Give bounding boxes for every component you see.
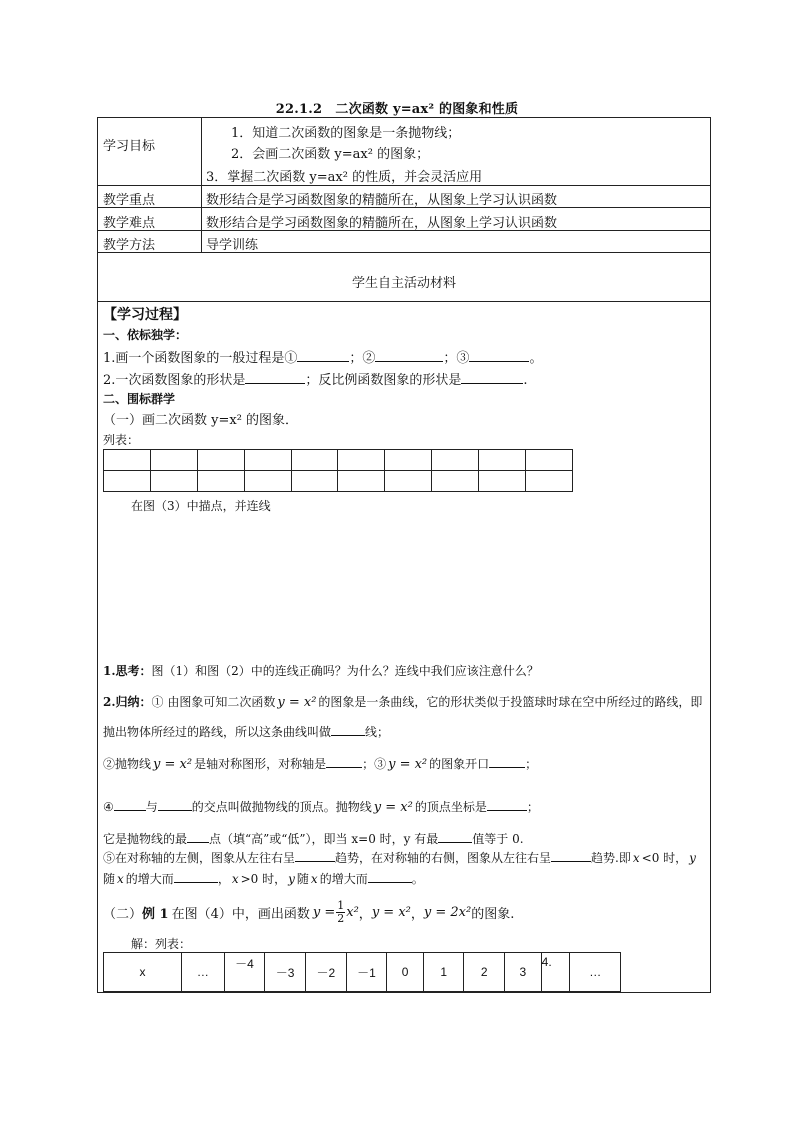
q1-blank-3[interactable] (469, 350, 529, 362)
table-cell[interactable] (479, 471, 526, 492)
goal-item-1: 1．知道二次函数的图象是一条抛物线； (231, 126, 461, 141)
sum7a: 随 (103, 872, 116, 886)
difficulty-text: 数形结合是学习函数图象的精髓所在，从图象上学习认识函数 (206, 216, 558, 231)
table-cell: －2 (305, 953, 346, 992)
var-y: y (689, 851, 696, 865)
table-cell: －4 (224, 953, 265, 992)
sub2a: （二） (103, 907, 143, 922)
sum4a: ④ (103, 800, 114, 814)
part2-heading: 二、围标群学 (103, 392, 176, 406)
sum5-blank-2[interactable] (438, 831, 472, 843)
sub2b: 在图（4）中，画出函数 (171, 907, 310, 922)
sum6d: <0 时， (641, 851, 688, 865)
sum4b: 与 (145, 800, 158, 814)
process-heading: 【学习过程】 (103, 307, 187, 323)
sum5c: 值等于 0. (472, 832, 524, 846)
q1-blank-2[interactable] (375, 350, 443, 362)
sum5a: 它是抛物线的最 (103, 832, 188, 846)
think-line (103, 662, 539, 679)
row-divider (98, 185, 710, 186)
sum2a: 抛出物体所经过的路线，所以这条曲线叫做 (103, 725, 332, 739)
empty-value-table (103, 449, 573, 492)
table-cell[interactable] (150, 450, 197, 471)
sum7f: 的增大而 (319, 872, 368, 886)
summary-label: 2.归纳： (103, 695, 152, 709)
list-label: 列表： (103, 433, 140, 447)
example-label: 例 1 (142, 907, 169, 922)
fraction-numerator: 1 (337, 899, 345, 912)
sum6-blank-1[interactable] (295, 850, 335, 862)
think-label: 1.思考： (103, 664, 152, 678)
table-cell: 4. (541, 953, 570, 992)
sum7c: ， (217, 872, 230, 886)
table-cell[interactable] (526, 450, 573, 471)
table-cell[interactable] (338, 450, 385, 471)
table-cell: … (570, 953, 621, 992)
table-cell[interactable] (291, 471, 338, 492)
sum6a: ⑤在对称轴的左侧，图象从左往右呈 (103, 851, 296, 865)
sum2-blank[interactable] (331, 724, 365, 736)
q2-blank-2[interactable] (461, 372, 523, 384)
table-cell[interactable] (291, 450, 338, 471)
q1-blank-1[interactable] (297, 350, 349, 362)
var-x: x (310, 872, 318, 886)
table-cell[interactable] (385, 471, 432, 492)
page-title: 22.1.2 二次函数 y=ax² 的图象和性质 (275, 102, 519, 117)
row-divider (98, 301, 710, 302)
table-cell[interactable] (197, 471, 244, 492)
sum3a: ②抛物线 (103, 757, 152, 771)
key-text: 数形结合是学习函数图象的精髓所在，从图象上学习认识函数 (206, 193, 558, 208)
formula-y-x2: y = x² (153, 757, 193, 772)
label-column-divider (201, 118, 202, 252)
sum7-blank-1[interactable] (174, 871, 218, 883)
table-cell[interactable] (197, 450, 244, 471)
table-cell[interactable] (338, 471, 385, 492)
table-cell[interactable] (432, 450, 479, 471)
sum3c: ；③ (362, 757, 387, 771)
sum4-blank-2[interactable] (158, 799, 192, 811)
table-cell[interactable] (479, 450, 526, 471)
goal-item-3: 3．掌握二次函数 y=ax² 的性质，并会灵活应用 (206, 170, 483, 185)
var-x: x (632, 851, 640, 865)
sum3e: ； (525, 757, 538, 771)
sum7-blank-2[interactable] (368, 871, 412, 883)
sub2c: 的图象. (471, 907, 515, 922)
method-label: 教学方法 (103, 238, 156, 253)
table-cell[interactable] (104, 471, 151, 492)
sum7d: >0 时， (240, 872, 287, 886)
table-cell: 2 (464, 953, 505, 992)
table-cell: … (182, 953, 225, 992)
section-title: 学生自主活动材料 (351, 276, 456, 291)
q2-text-a: 2.一次函数图象的形状是 (103, 373, 246, 388)
table-cell: 0 (387, 953, 424, 992)
row-divider (98, 252, 710, 253)
question-2 (103, 369, 528, 388)
table-cell: 1 (423, 953, 464, 992)
sum7b: 的增大而 (125, 872, 174, 886)
sum7g: 。 (411, 872, 424, 886)
table-cell[interactable] (526, 471, 573, 492)
summary-line-6 (103, 849, 696, 866)
sum4-blank-1[interactable] (114, 799, 146, 811)
goal-item-2: 2．会画二次函数 y=ax² 的图象； (231, 147, 430, 162)
summary-line-5 (103, 830, 524, 847)
sum6c: 趋势.即 (591, 851, 631, 865)
summary-line-4 (103, 798, 539, 815)
sum3-blank-2[interactable] (489, 756, 525, 768)
key-label: 教学重点 (103, 193, 156, 208)
part1-heading: 一、依标独学： (103, 328, 188, 342)
sum2b: 线； (365, 725, 390, 739)
table-cell[interactable] (432, 471, 479, 492)
formula-half-x: x² (346, 905, 359, 920)
var-x: x (117, 872, 124, 886)
q2-end: . (523, 373, 528, 388)
sum1b: 的图象是一条曲线，它的形状类似于投篮球时球在空中所经过的路线，即 (318, 695, 703, 709)
q1-sep2: ；③ (443, 351, 470, 366)
sum6b: 趋势，在对称轴的右侧，图象从左往右呈 (335, 851, 552, 865)
summary-line-2 (103, 723, 389, 740)
goal-label: 学习目标 (103, 139, 156, 154)
table-cell[interactable] (104, 450, 151, 471)
table-cell: －1 (346, 953, 387, 992)
q1-text: 1.画一个函数图象的一般过程是① (103, 351, 298, 366)
table-cell: 3 (505, 953, 542, 992)
formula-half-y: y = (312, 905, 336, 920)
fraction-denominator: 2 (337, 912, 345, 925)
think-text: 图（1）和图（2）中的连线正确吗？为什么？连线中我们应该注意什么？ (151, 664, 539, 678)
sum6-blank-2[interactable] (551, 850, 591, 862)
fraction-one-half (336, 900, 345, 925)
table-cell: －3 (265, 953, 306, 992)
sum4e: ； (526, 800, 539, 814)
sum5b: 点（填“高”或“低”），即当 x=0 时，y 有最 (209, 832, 439, 846)
sum5-blank-1[interactable] (187, 831, 209, 843)
var-x: x (231, 872, 239, 886)
q2-blank-1[interactable] (245, 372, 305, 384)
summary-line-3 (103, 755, 537, 772)
table-cell[interactable] (244, 450, 291, 471)
difficulty-label: 教学难点 (103, 216, 156, 231)
plot-note: 在图（3）中描点，并连线 (131, 499, 271, 513)
method-text: 导学训练 (206, 238, 259, 253)
table-cell-x: x (104, 953, 182, 992)
formula-y-x2: y = x² (277, 695, 317, 710)
table-cell[interactable] (244, 471, 291, 492)
sum3d: 的图象开口 (429, 757, 490, 771)
summary-line-7 (103, 870, 424, 887)
q1-end: 。 (529, 351, 543, 366)
q1-sep1: ；② (349, 351, 376, 366)
table-cell[interactable] (385, 450, 432, 471)
formula-y-x2: y = x² (388, 757, 428, 772)
solve-label: 解：列表： (131, 937, 192, 951)
sum1a: ① 由图象可知二次函数 (151, 695, 276, 709)
var-y: y (288, 872, 295, 886)
summary-line-1 (103, 693, 702, 710)
q2-text-b: ；反比例函数图象的形状是 (305, 373, 462, 388)
x-value-table (103, 952, 621, 992)
sum3-blank-1[interactable] (326, 756, 362, 768)
formula-y-2x2: y = 2x² (423, 905, 472, 920)
sum7e: 随 (296, 872, 309, 886)
sub-section-1: （一）画二次函数 y=x² 的图象． (103, 413, 299, 428)
sum4d: 的顶点坐标是 (414, 800, 487, 814)
table-cell[interactable] (150, 471, 197, 492)
formula-y-x2: y = x² (371, 905, 411, 920)
sum3b: 是轴对称图形，对称轴是 (194, 757, 327, 771)
question-1 (103, 347, 542, 366)
lesson-frame (97, 117, 711, 993)
sum4-blank-3[interactable] (487, 799, 527, 811)
example-1-line: （二） 例 1 在图（4）中，画出函数 y = $\frac{1}{2}$ x² ， y = x² ， y = 2x² 的图象. (103, 899, 515, 925)
formula-y-x2: y = x² (373, 800, 413, 815)
sum4c: 的交点叫做抛物线的顶点。抛物线 (191, 800, 372, 814)
